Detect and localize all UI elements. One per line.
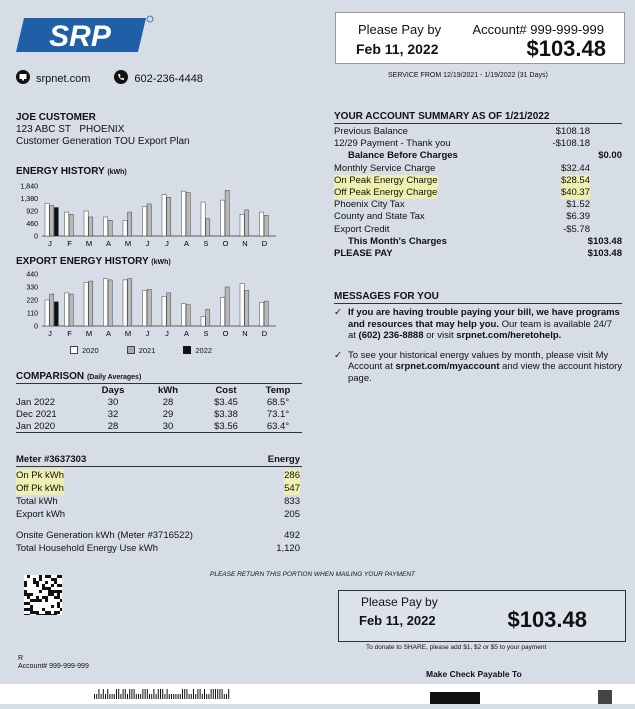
bar-2022 bbox=[54, 207, 58, 236]
x-tick-label: J bbox=[48, 239, 52, 248]
customer-name: JOE CUSTOMER bbox=[16, 112, 96, 123]
bar-2020 bbox=[221, 298, 225, 326]
bar-2020 bbox=[123, 280, 127, 326]
summary-row: County and State Tax $6.39 bbox=[334, 211, 590, 223]
x-tick-label: N bbox=[242, 239, 248, 248]
bar-2021 bbox=[108, 220, 112, 236]
phone-number: 602-236-4448 bbox=[134, 72, 203, 85]
meter-header bbox=[16, 454, 302, 467]
bar-2021 bbox=[186, 305, 190, 326]
legend-2021: 2021 bbox=[127, 346, 156, 355]
logo-text: SRP bbox=[49, 20, 111, 53]
summary-row: Monthly Service Charge $32.44 bbox=[334, 162, 590, 174]
pay-by-label: Please Pay by bbox=[358, 22, 442, 37]
bar-2021 bbox=[147, 204, 151, 236]
bar-2021 bbox=[245, 291, 249, 326]
summary-row: 12/29 Payment - Thank you -$108.18 bbox=[334, 138, 590, 150]
x-tick-label: F bbox=[67, 329, 72, 338]
y-tick-label: 330 bbox=[26, 284, 38, 292]
summary-title: YOUR ACCOUNT SUMMARY AS OF 1/21/2022 bbox=[334, 111, 622, 124]
x-tick-label: D bbox=[261, 239, 268, 248]
bar-2021 bbox=[186, 193, 190, 236]
summary-row: On Peak Energy Charge $28.54 bbox=[334, 174, 590, 186]
messages-title: MESSAGES FOR YOU bbox=[334, 291, 622, 304]
customer-city: PHOENIX bbox=[79, 124, 125, 135]
x-tick-label: S bbox=[203, 329, 209, 338]
energy-history-unit: (kWh) bbox=[107, 169, 127, 176]
bar-2021 bbox=[128, 212, 132, 236]
summary-row: Balance Before Charges $0.00 bbox=[348, 150, 622, 162]
heretohelp-link[interactable]: srpnet.com/heretohelp. bbox=[456, 330, 562, 341]
x-tick-label: M bbox=[85, 239, 93, 248]
summary-rows bbox=[334, 126, 622, 260]
x-tick-label: A bbox=[183, 239, 190, 248]
bar-2021 bbox=[50, 206, 54, 236]
x-tick-label: D bbox=[261, 329, 268, 338]
comparison-header bbox=[16, 371, 302, 384]
stub-pay-box bbox=[338, 590, 626, 642]
energy-history-title-text: ENERGY HISTORY bbox=[16, 166, 105, 177]
bar-2020 bbox=[221, 200, 225, 236]
x-tick-label: O bbox=[222, 239, 229, 248]
postal-barcode bbox=[0, 684, 635, 704]
bottom-strip bbox=[0, 684, 635, 704]
household-usage-row: Total Household Energy Use kWh 1,120 bbox=[16, 543, 300, 554]
y-tick-label: 220 bbox=[26, 297, 38, 305]
summary-row: PLEASE PAY $103.48 bbox=[334, 247, 622, 259]
x-tick-label: A bbox=[183, 329, 190, 338]
message-history: ✓ To see your historical energy values by month, please visit My Account at srpnet.com/myaccount and view the account history page. bbox=[334, 349, 623, 384]
bar-2021 bbox=[264, 301, 268, 326]
chart-legend bbox=[70, 346, 212, 355]
bar-2021 bbox=[108, 280, 112, 326]
bar-2021 bbox=[147, 289, 151, 326]
stub-pay-by-date: Feb 11, 2022 bbox=[359, 613, 436, 628]
y-tick-label: 1,380 bbox=[20, 196, 38, 203]
bar-2020 bbox=[162, 296, 166, 326]
y-tick-label: 1,840 bbox=[20, 183, 38, 191]
bar-2021 bbox=[167, 197, 171, 236]
bar-2021 bbox=[225, 287, 229, 326]
customer-info bbox=[16, 112, 190, 148]
x-tick-label: M bbox=[85, 329, 93, 338]
summary-row: Previous Balance $108.18 bbox=[334, 126, 590, 137]
meter-row-onpk: On Pk kWh 286 bbox=[16, 470, 300, 481]
x-tick-label: A bbox=[105, 239, 112, 248]
bar-2021 bbox=[225, 190, 229, 236]
customer-street: 123 ABC ST bbox=[16, 124, 72, 135]
checkmark-icon: ✓ bbox=[334, 307, 342, 318]
table-row: Dec 2021 32 29 $3.38 73.1° bbox=[16, 408, 290, 420]
bar-2020 bbox=[260, 302, 264, 326]
bar-2020 bbox=[201, 317, 205, 326]
meter-label: Meter #3637303 bbox=[16, 454, 87, 465]
export-history-title-text: EXPORT ENERGY HISTORY bbox=[16, 256, 149, 267]
account-summary bbox=[334, 111, 622, 260]
y-tick-label: 0 bbox=[34, 233, 38, 241]
meter-row-offpk: Off Pk kWh 547 bbox=[16, 483, 300, 494]
export-history-chart bbox=[10, 268, 280, 340]
comparison-subtitle: (Daily Averages) bbox=[86, 374, 142, 381]
comparison-title: COMPARISON bbox=[16, 371, 85, 382]
bar-2020 bbox=[260, 212, 264, 236]
x-tick-label: J bbox=[145, 239, 150, 248]
table-row: Jan 2022 30 28 $3.45 68.5° bbox=[16, 396, 290, 408]
bar-2021 bbox=[167, 293, 171, 326]
bar-2021 bbox=[89, 281, 93, 326]
energy-history-title bbox=[16, 166, 127, 177]
customer-plan: Customer Generation TOU Export Plan bbox=[16, 136, 190, 147]
meter-section bbox=[16, 454, 302, 555]
summary-row: Export Credit -$5.78 bbox=[334, 223, 590, 235]
summary-row: Phoenix City Tax $1.52 bbox=[334, 199, 590, 211]
table-row: Jan 2020 28 30 $3.56 63.4° bbox=[16, 420, 302, 433]
contact-info bbox=[16, 70, 203, 87]
legend-2020: 2020 bbox=[70, 346, 99, 355]
bar-2021 bbox=[128, 279, 132, 326]
comparison-table: Days kWh Cost Temp Jan 2022 30 28 $3.45 68.5° Dec 2021 32 29 $3.38 73.1° Jan 2020 28 30 $3.56 63.4° bbox=[16, 384, 302, 433]
bar-2020 bbox=[84, 282, 88, 326]
srp-logo bbox=[14, 14, 154, 61]
legend-2022: 2022 bbox=[183, 346, 212, 355]
y-tick-label: 440 bbox=[26, 271, 38, 279]
pay-by-date: Feb 11, 2022 bbox=[356, 41, 439, 57]
x-tick-label: A bbox=[105, 329, 112, 338]
y-tick-label: 0 bbox=[34, 323, 38, 331]
bar-2020 bbox=[182, 304, 186, 326]
stub-account-number: Account# 999-999-999 bbox=[18, 663, 89, 670]
bar-2021 bbox=[69, 214, 73, 236]
bar-2020 bbox=[84, 211, 88, 236]
account-number: Account# 999-999-999 bbox=[472, 22, 604, 37]
messages-section bbox=[334, 291, 622, 392]
export-history-unit: (kWh) bbox=[151, 259, 171, 266]
meter-row-total: Total kWh 833 bbox=[16, 496, 300, 507]
x-tick-label: N bbox=[242, 329, 248, 338]
bar-2020 bbox=[182, 191, 186, 236]
myaccount-link[interactable]: srpnet.com/myaccount bbox=[395, 361, 500, 372]
bar-2022 bbox=[54, 302, 58, 326]
bar-2021 bbox=[206, 219, 210, 236]
x-tick-label: F bbox=[67, 239, 72, 248]
y-tick-label: 920 bbox=[26, 208, 38, 216]
x-tick-label: J bbox=[165, 329, 169, 338]
stub-pay-by-label: Please Pay by bbox=[361, 595, 438, 609]
website-link[interactable]: srpnet.com bbox=[36, 72, 91, 85]
service-period: SERVICE FROM 12/19/2021 - 1/19/2022 (31 Days) bbox=[388, 72, 548, 79]
bar-2020 bbox=[65, 293, 69, 326]
checkmark-icon: ✓ bbox=[334, 349, 342, 361]
bar-2021 bbox=[206, 309, 210, 326]
y-tick-label: 460 bbox=[26, 221, 38, 228]
stub-amount: $103.48 bbox=[507, 607, 587, 632]
meter-energy-label: Energy bbox=[267, 454, 300, 465]
bar-2020 bbox=[201, 202, 205, 236]
summary-row: This Month's Charges $103.48 bbox=[348, 235, 622, 247]
bar-2021 bbox=[89, 217, 93, 236]
donate-note: To donate to SHARE, please add $1, $2 or $5 to your payment bbox=[366, 644, 547, 651]
make-check-label: Make Check Payable To bbox=[426, 669, 522, 679]
x-tick-label: M bbox=[124, 239, 132, 248]
bar-2021 bbox=[50, 294, 54, 326]
bar-2020 bbox=[143, 291, 147, 326]
meter-row-export: Export kWh 205 bbox=[16, 509, 300, 520]
x-tick-label: S bbox=[203, 239, 209, 248]
bar-2020 bbox=[65, 212, 69, 236]
summary-row: Off Peak Energy Charge $40.37 bbox=[334, 186, 590, 198]
phone-icon bbox=[114, 70, 128, 87]
bar-2020 bbox=[104, 217, 108, 236]
bar-2021 bbox=[69, 294, 73, 326]
x-tick-label: J bbox=[165, 239, 169, 248]
stub-account bbox=[18, 655, 89, 671]
x-tick-label: J bbox=[145, 329, 150, 338]
bar-2020 bbox=[240, 214, 244, 236]
bar-2020 bbox=[104, 279, 108, 326]
y-tick-label: 110 bbox=[26, 310, 38, 318]
bar-2020 bbox=[123, 220, 127, 236]
energy-history-chart bbox=[10, 180, 280, 250]
return-note: PLEASE RETURN THIS PORTION WHEN MAILING YOUR PAYMENT bbox=[210, 571, 416, 578]
stub-r-mark: R bbox=[18, 655, 24, 662]
export-history-title bbox=[16, 256, 171, 267]
amount-due: $103.48 bbox=[526, 36, 606, 61]
x-tick-label: J bbox=[48, 329, 52, 338]
onsite-generation-row: Onsite Generation kWh (Meter #3716522) 492 bbox=[16, 530, 300, 541]
comparison-section bbox=[16, 371, 302, 433]
bar-2021 bbox=[264, 215, 268, 236]
bar-2020 bbox=[162, 195, 166, 236]
x-tick-label: M bbox=[124, 329, 132, 338]
bar-2020 bbox=[45, 203, 49, 236]
bar-2020 bbox=[143, 207, 147, 236]
message-help: ✓ If you are having trouble paying your bill, we have programs and resources that may help you. Our team is available 24/7 at (602) 236-8888 or visit srpnet.com/heretohelp. bbox=[334, 307, 620, 341]
bar-2021 bbox=[245, 210, 249, 236]
monitor-icon bbox=[16, 70, 30, 87]
x-tick-label: O bbox=[222, 329, 229, 338]
pay-by-box bbox=[335, 12, 625, 64]
bar-2020 bbox=[240, 283, 244, 326]
qr-code bbox=[24, 575, 62, 615]
bar-2020 bbox=[45, 300, 49, 326]
